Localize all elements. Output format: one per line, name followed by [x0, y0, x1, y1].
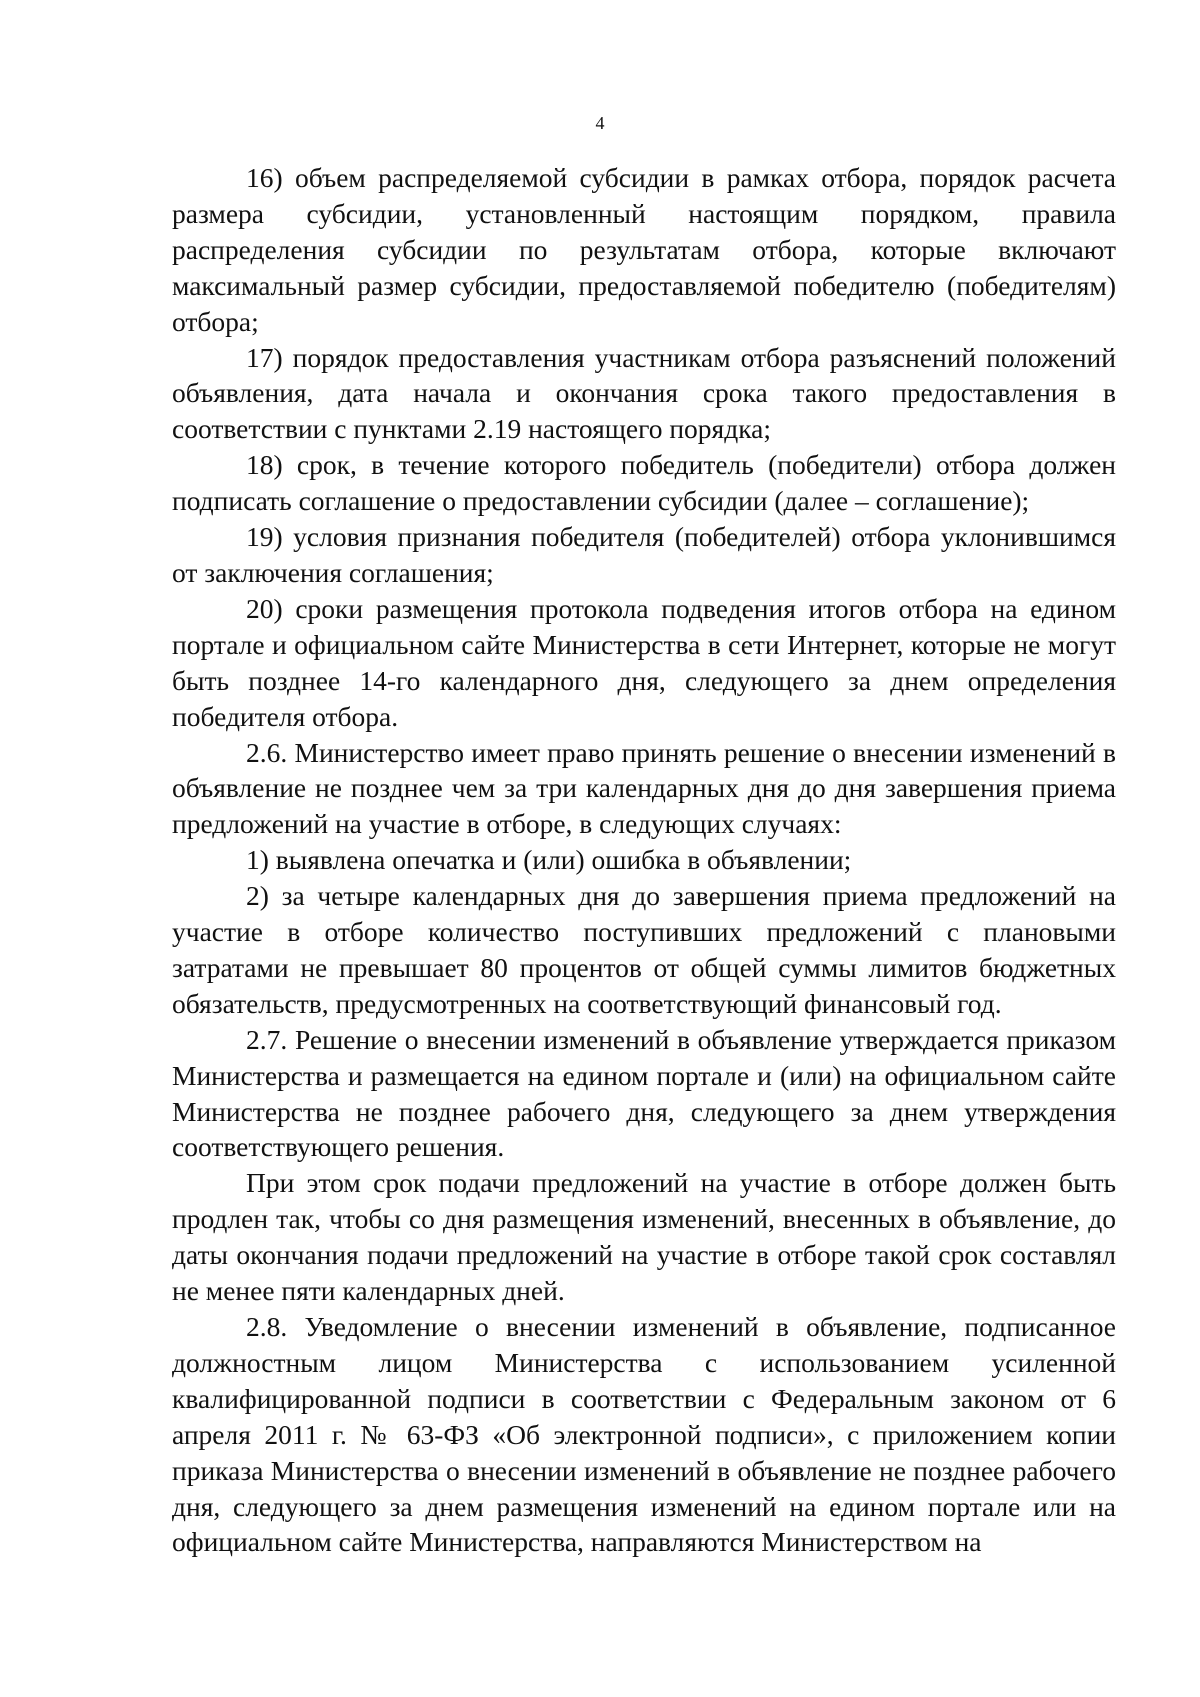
paragraph-item-18: 18) срок, в течение которого победитель (победители) отбора должен подписать соглашение о предоставлении субсидии (далее – соглашение); — [172, 449, 1116, 517]
paragraph-item-19: 19) условия признания победителя (победителей) отбора уклонившимся от заключения соглашения; — [172, 521, 1116, 588]
document-body — [172, 160, 1116, 1560]
paragraph-case-1: 1) выявлена опечатка и (или) ошибка в объявлении; — [246, 844, 852, 876]
page-number: 4 — [595, 113, 605, 133]
paragraph-item-17: 17) порядок предоставления участникам отбора разъяснений положений объявления, дата начала и окончания срока такого предоставления в соответствии с пунктами 2.19 настоящего порядка; — [172, 341, 1116, 445]
paragraph-section-2-7: 2.7. Решение о внесении изменений в объявление утверждается приказом Министерства и размещается на едином портале и (или) на официальном сайте Министерства не позднее рабочего дня, следующего за днем утверждения соответствующего решения. — [172, 1023, 1116, 1163]
paragraph-section-2-8: 2.8. Уведомление о внесении изменений в объявление, подписанное должностным лицом Министерства с использованием усиленной квалифицированной подписи в соответствии с Федеральным законом от 6 апреля 2011 г. № 63-ФЗ «Об электронной подписи», с приложением копии приказа Министерства о внесении изменений в объявление не позднее рабочего дня, следующего за днем размещения изменений на едином портале или на официальном сайте Министерства, направляются Министерством на — [172, 1311, 1116, 1558]
paragraph-item-20: 20) сроки размещения протокола подведения итогов отбора на едином портале и официальном сайте Министерства в сети Интернет, которые не могут быть позднее 14-го календарного дня, следующего за днем определения победителя отбора. — [172, 592, 1116, 732]
paragraph-section-2-6: 2.6. Министерство имеет право принять решение о внесении изменений в объявление не позднее чем за три календарных дня до дня завершения приема предложений на участие в отборе, в следующих случаях: — [172, 736, 1116, 840]
paragraph-extension-rule: При этом срок подачи предложений на участие в отборе должен быть продлен так, чтобы со дня размещения изменений, внесенных в объявление, до даты окончания подачи предложений на участие в отборе такой срок составлял не менее пяти календарных дней. — [172, 1167, 1116, 1307]
paragraph-case-2: 2) за четыре календарных дня до завершения приема предложений на участие в отборе количество поступивших предложений с плановыми затратами не превышает 80 процентов от общей суммы лимитов бюджетных обязательств, предусмотренных на соответствующий финансовый год. — [172, 880, 1116, 1019]
paragraph-item-16: 16) объем распределяемой субсидии в рамках отбора, порядок расчета размера субсидии, установленный настоящим порядком, правила распределения субсидии по результатам отбора, которые включают максимальный размер субсидии, предоставляемой победителю (победителям) отбора; — [172, 162, 1116, 337]
